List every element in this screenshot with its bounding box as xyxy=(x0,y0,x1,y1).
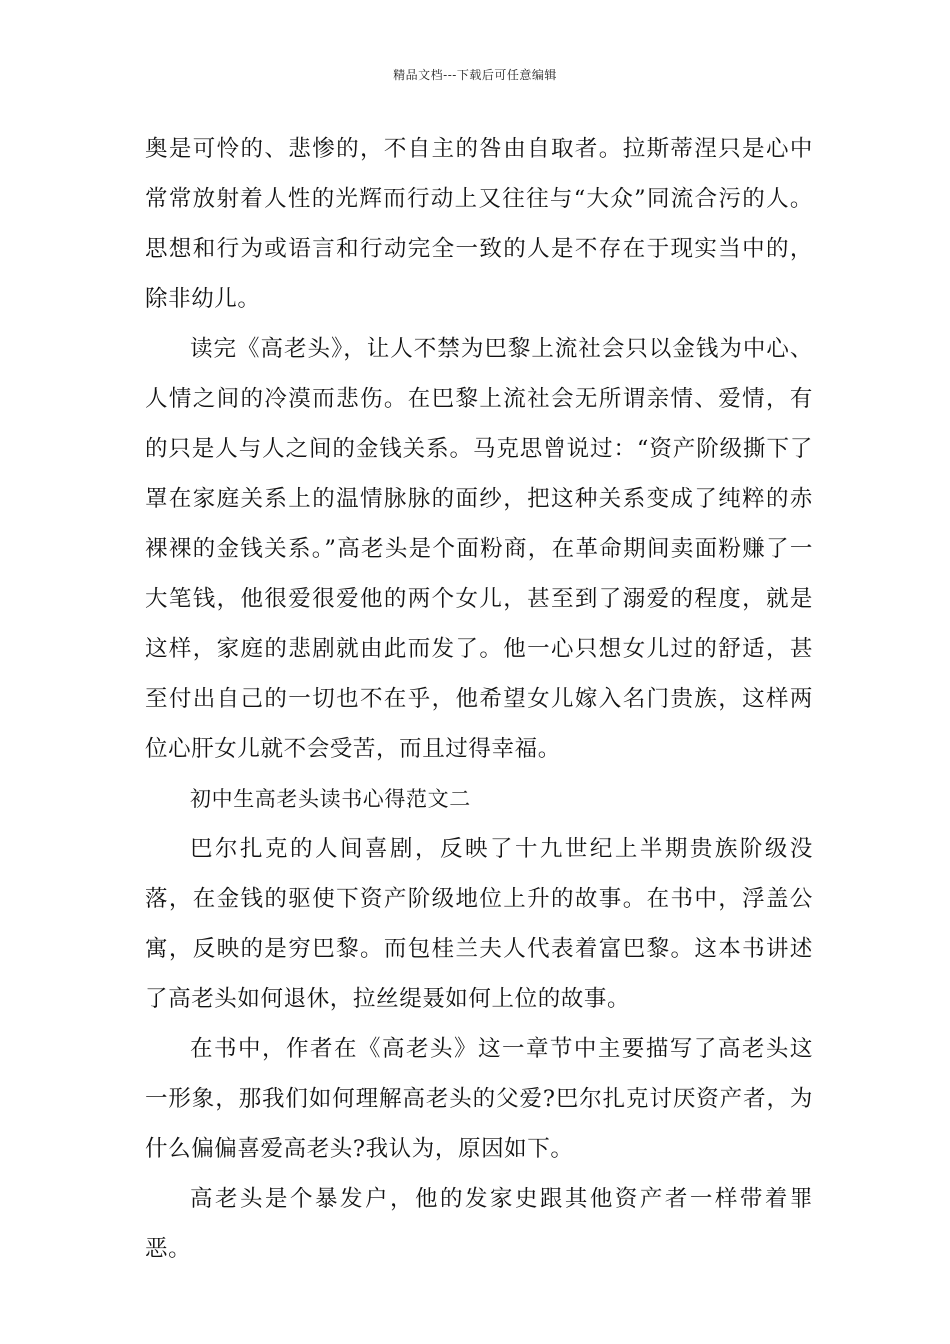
paragraph-continuation: 奥是可怜的、悲惨的，不自主的咎由自取者。拉斯蒂涅只是心中常常放射着人性的光辉而行动上又往往与“大众”同流合污的人。思想和行为或语言和行动完全一致的人是不存在于现实当中的，除非幼儿。 xyxy=(145,136,813,312)
paragraph: 在书中，作者在《高老头》这一章节中主要描写了高老头这一形象，那我们如何理解高老头的父爱?巴尔扎克讨厌资产者，为什么偏偏喜爱高老头?我认为，原因如下。 xyxy=(145,1036,813,1162)
page-header: 精品文档---下载后可任意编辑 xyxy=(393,68,557,82)
document-body xyxy=(145,124,813,1274)
section-heading: 初中生高老头读书心得范文二 xyxy=(190,787,471,811)
paragraph: 高老头是个暴发户，他的发家史跟其他资产者一样带着罪恶。 xyxy=(145,1186,813,1262)
paragraph: 巴尔扎克的人间喜剧，反映了十九世纪上半期贵族阶级没落，在金钱的驱使下资产阶级地位上升的故事。在书中，浮盖公寓，反映的是穷巴黎。而包桂兰夫人代表着富巴黎。这本书讲述了高老头如何退休，拉丝缇聂如何上位的故事。 xyxy=(145,836,813,1012)
paragraph: 读完《高老头》，让人不禁为巴黎上流社会只以金钱为中心、人情之间的冷漠而悲伤。在巴黎上流社会无所谓亲情、爱情，有的只是人与人之间的金钱关系。马克思曾说过：“资产阶级撕下了罩在家庭关系上的温情脉脉的面纱，把这种关系变成了纯粹的赤裸裸的金钱关系。”高老头是个面粉商，在革命期间卖面粉赚了一大笔钱，他很爱很爱他的两个女儿，甚至到了溺爱的程度，就是这样，家庭的悲剧就由此而发了。他一心只想女儿过的舒适，甚至付出自己的一切也不在乎，他希望女儿嫁入名门贵族，这样两位心肝女儿就不会受苦，而且过得幸福。 xyxy=(145,336,813,762)
